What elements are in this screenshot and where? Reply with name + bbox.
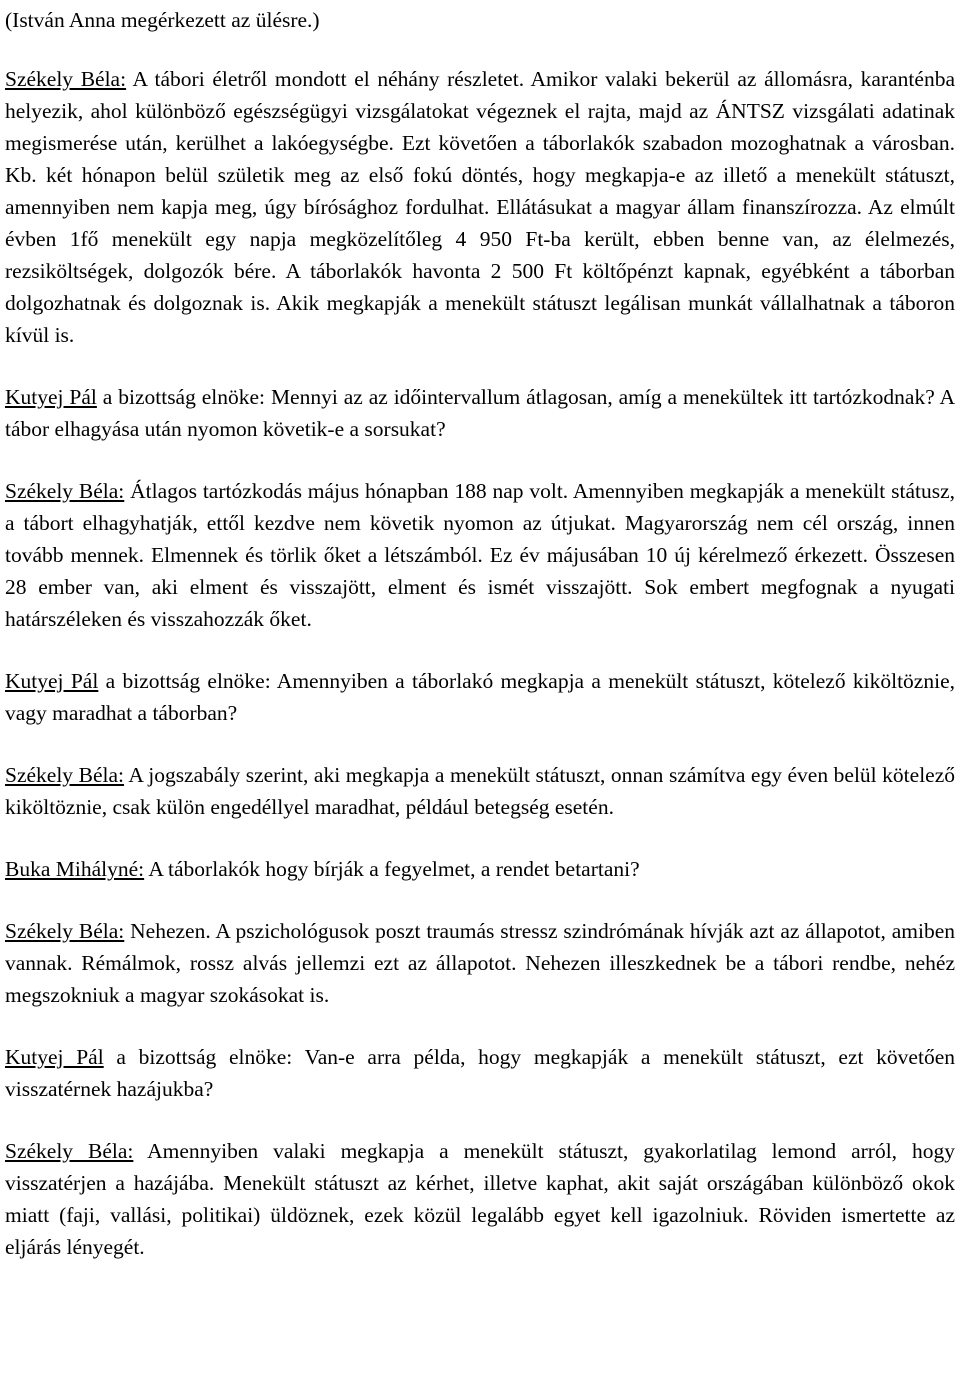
transcript-paragraph-7 xyxy=(5,915,955,1011)
transcript-paragraph-2 xyxy=(5,381,955,445)
paragraph-text: A tábori életről mondott el néhány részletet. Amikor valaki bekerül az állomásra, karanténba helyezik, ahol különböző egészségügyi vizsgálatokat végeznek el rajta, majd az ÁNTSZ vizsgálati adatinak megismerése után, kerülhet a lakóegységbe. Ezt követően a táborlakók szabadon mozoghatnak a városban. Kb. két hónapon belül születik meg az első fokú döntés, hogy megkapja-e az illető a menekült státuszt, amennyiben nem kapja meg, úgy bírósághoz fordulhat. Ellátásukat a magyar állam finanszírozza. Az elmúlt évben 1fő menekült egy napja megközelítőleg 4 950 Ft-ba került, ebben benne van, az élelmezés, rezsiköltségek, dolgozók bére. A táborlakók havonta 2 500 Ft költőpénzt kapnak, egyébként a táborban dolgozhatnak és dolgoznak is. Akik megkapják a menekült státuszt legálisan munkát vállalhatnak a táboron kívül is. xyxy=(5,67,955,347)
speaker-name: Székely Béla: xyxy=(5,479,125,503)
transcript-paragraph-1 xyxy=(5,63,955,351)
speaker-name: Kutyej Pál xyxy=(5,385,97,409)
transcript-paragraph-3 xyxy=(5,475,955,635)
speaker-role: a bizottság elnöke: xyxy=(103,1045,293,1069)
speaker-role: a bizottság elnöke: xyxy=(98,669,271,693)
paragraph-text: Átlagos tartózkodás május hónapban 188 nap volt. Amennyiben megkapják a menekült státusz, a tábort elhagyhatják, ettől kezdve nem követik nyomon az útjukat. Magyarország nem cél ország, innen tovább mennek. Elmennek és törlik őket a létszámból. Ez év májusában 10 új kérelmező érkezett. Összesen 28 ember van, aki elment és visszajött, elment és ismét visszajött. Sok embert megfognak a nyugati határszéleken és visszahozzák őket. xyxy=(5,479,955,631)
transcript-paragraph-8 xyxy=(5,1041,955,1105)
paragraph-text: Nehezen. A pszichológusok poszt traumás stressz szindrómának hívják azt az állapotot, amiben vannak. Rémálmok, rossz alvás jellemzi ezt az állapotot. Nehezen illeszkednek be a tábori rendbe, nehéz megszokniuk a magyar szokásokat is. xyxy=(5,919,955,1007)
speaker-name: Buka Mihályné: xyxy=(5,857,145,881)
speaker-name: Székely Béla: xyxy=(5,67,127,91)
transcript-paragraph-6 xyxy=(5,853,955,885)
speaker-name: Székely Béla: xyxy=(5,919,125,943)
speaker-role: a bizottság elnöke: xyxy=(96,385,266,409)
paragraph-text: A jogszabály szerint, aki megkapja a menekült státuszt, onnan számítva egy éven belül kötelező kiköltöznie, csak külön engedéllyel maradhat, például betegség esetén. xyxy=(5,763,956,819)
speaker-name: Székely Béla: xyxy=(5,763,124,787)
paragraph-text: Amennyiben valaki megkapja a menekült státuszt, gyakorlatilag lemond arról, hogy visszatérjen a hazájába. Menekült státuszt az kérhet, illetve kaphat, akit saját országában különböző okok miatt (faji, vallási, politikai) üldöznek, ezek közül legalább egyet kell igazolniuk. Röviden ismertette az eljárás lényegét. xyxy=(5,1139,955,1259)
paragraph-text: Amennyiben a táborlakó megkapja a menekült státuszt, kötelező kiköltöznie, vagy maradhat a táborban? xyxy=(5,669,955,725)
paragraph-text: A táborlakók hogy bírják a fegyelmet, a rendet betartani? xyxy=(144,857,640,881)
speaker-name: Kutyej Pál xyxy=(5,669,99,693)
stage-direction: (István Anna megérkezett az ülésre.) xyxy=(5,8,320,32)
transcript-paragraph-5 xyxy=(5,759,955,823)
speaker-name: Kutyej Pál xyxy=(5,1045,104,1069)
paragraph-text: Mennyi az az időintervallum átlagosan, amíg a menekültek itt tartózkodnak? A tábor elhagyása után nyomon követik-e a sorsukat? xyxy=(5,385,955,441)
paragraph-text: Van-e arra példa, hogy megkapják a menekült státuszt, ezt követően visszatérnek hazájukba? xyxy=(5,1045,955,1101)
transcript-paragraph-9 xyxy=(5,1135,955,1263)
speaker-name: Székely Béla: xyxy=(5,1139,134,1163)
transcript-paragraph-4 xyxy=(5,665,955,729)
